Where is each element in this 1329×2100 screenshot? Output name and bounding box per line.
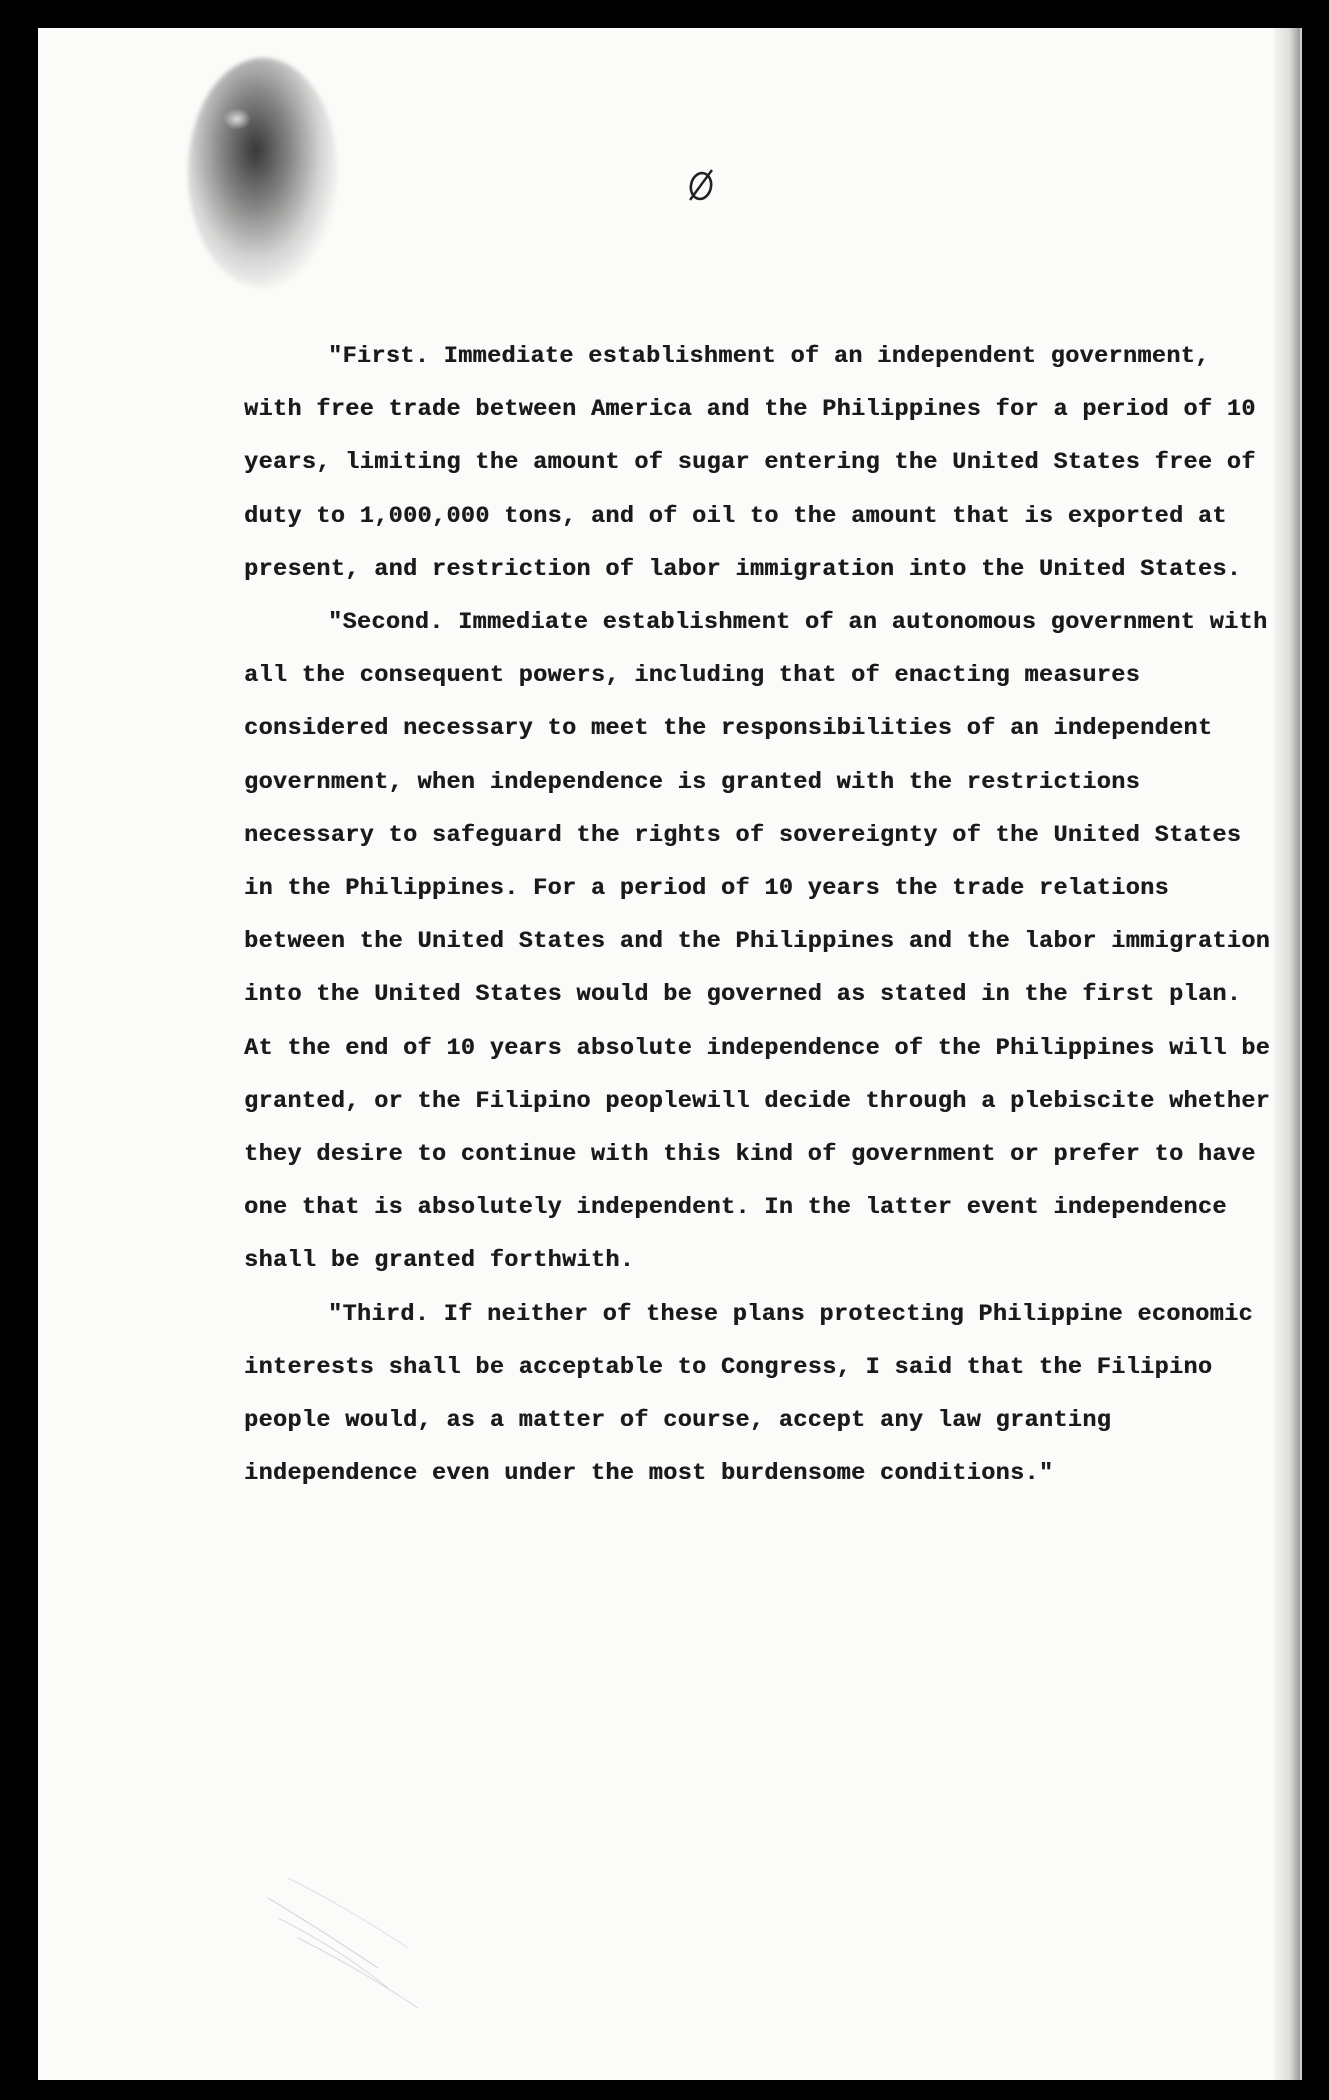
smudge-highlight bbox=[223, 108, 251, 130]
paragraph-third: "Third. If neither of these plans protecting Philippine economic interests shall be acceptable to Congress, I said that the Filipino people would, as a matter of course, accept any law granting independence even under the most burdensome conditions." bbox=[244, 1300, 1253, 1488]
paragraph-first: "First. Immediate establishment of an independent government, with free trade between America and the Philippines for a period of 10 years, limiting the amount of sugar entering the United States free of duty to 1,000,000 tons, and of oil to the amount that is exported at present, and restriction of labor immigration into the United States. bbox=[244, 343, 1256, 583]
scan-scratches bbox=[258, 1838, 558, 2058]
paragraph-second: "Second. Immediate establishment of an autonomous government with all the consequent powers, including that of enacting measures considered necessary to meet the responsibilities of an independent government, when independence is granted with the restrictions necessary to safeguard the rights of sovereignty of the United States in the Philippines. For a period of 10 years the trade relations between the United States and the Philippines and the labor immigration into the United States would be governed as stated in the first plan. At the end of 10 years absolute independence of the Philippines will be granted, or the Filipino peoplewill decide through a plebiscite whether they desire to continue with this kind of government or prefer to have one that is absolutely independent. In the latter event independence shall be granted forthwith. bbox=[244, 609, 1271, 1275]
handwritten-page-mark bbox=[684, 166, 718, 204]
ink-smudge bbox=[188, 58, 338, 288]
document-body bbox=[244, 330, 1274, 1500]
page-edge-shadow bbox=[1274, 28, 1300, 2080]
